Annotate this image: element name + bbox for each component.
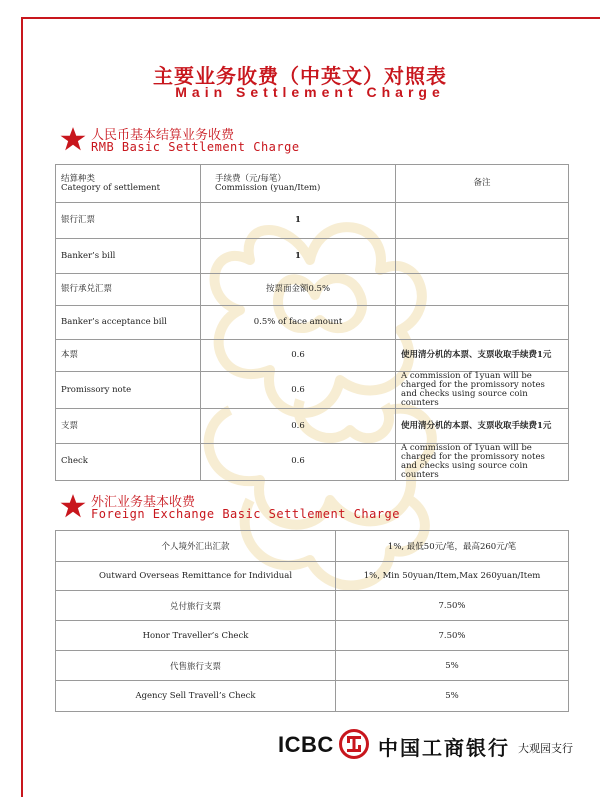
commission-cell: 0.6 <box>201 340 396 372</box>
table-row <box>56 203 569 239</box>
header-category <box>56 165 201 203</box>
commission-cell: 按票面金额0.5% <box>201 274 396 306</box>
remark-cell <box>396 274 569 306</box>
table-row <box>56 306 569 340</box>
table-row <box>56 681 569 712</box>
category-cell: 本票 <box>56 340 201 372</box>
commission-cell: 1 <box>201 203 396 239</box>
fee-cell: 5% <box>336 681 569 712</box>
table-row <box>56 621 569 651</box>
section-rmb-title-cn: 人民币基本结算业务收费 <box>91 128 235 143</box>
page-title-en: Main Settlement Charge <box>175 84 445 100</box>
commission-cell: 1 <box>201 239 396 274</box>
icbc-logo-text: ICBC <box>278 732 334 757</box>
category-cell: Check <box>56 444 201 481</box>
bank-name: 中国工商银行 <box>378 736 510 760</box>
item-cell: 个人境外汇出汇款 <box>56 531 336 562</box>
item-cell: 代售旅行支票 <box>56 651 336 681</box>
item-cell: Outward Overseas Remittance for Individual <box>56 562 336 591</box>
star-icon <box>60 493 86 519</box>
category-cell: 银行汇票 <box>56 203 201 239</box>
star-icon <box>60 126 86 152</box>
remark-cell: 使用清分机的本票、支票收取手续费1元 <box>396 409 569 444</box>
header-remark: 备注 <box>396 165 569 203</box>
commission-cell: 0.6 <box>201 409 396 444</box>
remark-cell: 使用清分机的本票、支票收取手续费1元 <box>396 340 569 372</box>
rmb-charge-table <box>55 164 569 481</box>
header-commission <box>201 165 396 203</box>
header-category-cn: 结算种类 <box>61 173 96 184</box>
fee-cell: 7.50% <box>336 621 569 651</box>
table-row <box>56 239 569 274</box>
footer-logo <box>278 728 600 764</box>
remark-cell: A commission of 1yuan will be charged for the promissory notes and checks using source coin counters <box>396 444 569 481</box>
table-row <box>56 340 569 372</box>
category-cell: Banker’s bill <box>56 239 201 274</box>
branch-name: 大观园支行 <box>518 742 573 755</box>
remark-cell <box>396 203 569 239</box>
table-header-row <box>56 165 569 203</box>
icbc-emblem-icon <box>338 728 370 760</box>
table-row <box>56 531 569 562</box>
remark-cell <box>396 239 569 274</box>
fee-cell: 5% <box>336 651 569 681</box>
fee-cell: 7.50% <box>336 591 569 621</box>
table-row <box>56 372 569 409</box>
category-cell: 支票 <box>56 409 201 444</box>
table-row <box>56 409 569 444</box>
section-fx-title-cn: 外汇业务基本收费 <box>91 495 196 510</box>
remark-cell: A commission of 1yuan will be charged for the promissory notes and checks using source coin counters <box>396 372 569 409</box>
fee-cell: 1%, Min 50yuan/Item,Max 260yuan/Item <box>336 562 569 591</box>
table-row <box>56 651 569 681</box>
page-title-cn: 主要业务收费（中英文）对照表 <box>153 64 447 88</box>
item-cell: Honor Traveller’s Check <box>56 621 336 651</box>
fx-charge-table <box>55 530 569 712</box>
commission-cell: 0.5% of face amount <box>201 306 396 340</box>
header-category-en: Category of settlement <box>61 182 161 193</box>
category-cell: 银行承兑汇票 <box>56 274 201 306</box>
header-commission-cn: 手续费（元/每笔） <box>215 173 286 184</box>
commission-cell: 0.6 <box>201 372 396 409</box>
header-commission-en: Commission (yuan/Item) <box>215 182 321 193</box>
category-cell: Promissory note <box>56 372 201 409</box>
commission-cell: 0.6 <box>201 444 396 481</box>
section-rmb-title-en: RMB Basic Settlement Charge <box>91 140 300 154</box>
table-row <box>56 274 569 306</box>
remark-cell <box>396 306 569 340</box>
fee-cell: 1%, 最低50元/笔，最高260元/笔 <box>336 531 569 562</box>
item-cell: Agency Sell Travell’s Check <box>56 681 336 712</box>
category-cell: Banker’s acceptance bill <box>56 306 201 340</box>
table-row <box>56 562 569 591</box>
table-row <box>56 591 569 621</box>
item-cell: 兑付旅行支票 <box>56 591 336 621</box>
table-row <box>56 444 569 481</box>
section-fx-title-en: Foreign Exchange Basic Settlement Charge <box>91 507 400 521</box>
